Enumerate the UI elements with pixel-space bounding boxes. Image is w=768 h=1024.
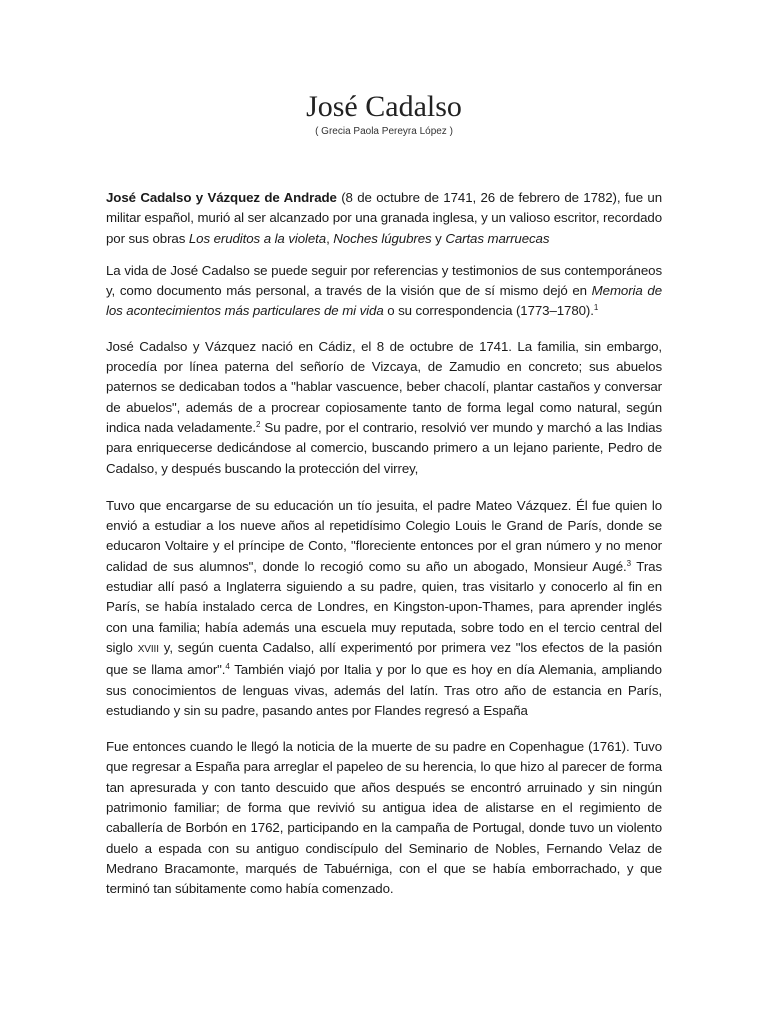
footnote-ref-1[interactable]: 1 — [593, 303, 599, 313]
paragraph-text: La vida de José Cadalso se puede seguir por referencias y testimonios de sus contemporáneos y, como documento más personal, a través de la visión que de sí mismo dejó en — [106, 262, 662, 299]
document-body — [106, 188, 662, 900]
paragraph-text: Fue entonces cuando le llegó la noticia de la muerte de su padre en Copenhague (1761). Tuvo que regresar a España para arreglar el papeleo de su herencia, lo que hizo al parecer de forma tan apresurada y con tanto descuido que años después se encontró arruinado y sin ningún patrimonio familiar; de forma que revivió su antigua idea de alistarse en el regimiento de caballería de Borbón en 1762, participando en la campaña de Portugal, donde tuvo un violento duelo a espada con su antiguo condiscípulo del Seminario de Nobles, Fernando Velaz de Medrano Bracamonte, marqués de Tabuérniga, con el que se había emborrachado, y que terminó tan súbitamente como había comenzado. — [106, 739, 662, 897]
paragraph-text: (8 de octubre de 1741, 26 de febrero de 1782), fue un militar español, murió al ser alcanzado por una granada inglesa, y un valioso escritor, recordado por sus obras — [106, 190, 662, 246]
paragraph-education — [106, 496, 662, 721]
paragraph-text: Su padre, por el contrario, resolvió ver mundo y marchó a las Indias para enriquecerse dedicándose al comercio, buscando primero a un lejano pariente, Pedro de Cadalso, y después buscando la protección del virrey, — [106, 419, 662, 476]
subject-name-bold: José Cadalso y Vázquez de Andrade — [106, 190, 337, 205]
work-title-cartas: Cartas marruecas — [445, 230, 550, 246]
footnote-ref-4[interactable]: 4 — [225, 662, 230, 672]
paragraph-life-sources — [106, 261, 662, 322]
footnote-ref-3[interactable]: 3 — [626, 558, 631, 568]
paragraph-text: y, según cuenta Cadalso, allí experimentó por primera vez "los efectos de la pasión que se llama amor". — [106, 639, 662, 678]
work-title-eruditos: Los eruditos a la violeta — [188, 230, 327, 246]
paragraph-intro — [106, 188, 662, 249]
paragraph-text: o su correspondencia (1773–1780). — [383, 303, 594, 319]
paragraph-text: Tras estudiar allí pasó a Inglaterra siguiendo a su padre, quien, tras visitarlo y conocerlo al fin en París, se había instalado cerca de Londres, en Kingston-upon-Thames, para aprender inglés con una familia; había además una escuela muy reputada, sobre todo en el tercio central del siglo — [106, 558, 662, 655]
paragraph-text: Tuvo que encargarse de su educación un tío jesuita, el padre Mateo Vázquez. Él fue quien lo envió a estudiar a los nueve años al repetidísimo Colegio Louis le Grand de París, donde se educaron Voltaire y el príncipe de Conto, "floreciente entonces por el gran número y no menor calidad de sus alumnos", donde lo recogió como su año un abogado, Monsieur Augé. — [106, 497, 662, 574]
work-title-memoria: Memoria de los acontecimientos más particulares de mi vida — [106, 283, 662, 319]
paragraph-father-death — [106, 737, 662, 899]
document-author: ( Grecia Paola Pereyra López ) — [315, 126, 453, 137]
paragraph-text: , — [326, 230, 334, 246]
paragraph-text: José Cadalso y Vázquez nació en Cádiz, el 8 de octubre de 1741. La familia, sin embargo, procedía por línea paterna del señorío de Vizcaya, de Zamudio en concreto; sus abuelos paternos se dedicaban todos a "hablar vascuence, beber chacolí, plantar castaños y conversar de abuelos", además de a procrear copiosamente tanto de forma legal como natural, según indica nada veladamente. — [106, 338, 662, 435]
paragraph-birth-family — [106, 337, 662, 479]
document-title: José Cadalso — [306, 90, 462, 123]
paragraph-text: y — [431, 230, 446, 246]
work-title-noches: Noches lúgubres — [333, 230, 432, 246]
paragraph-text: También viajó por Italia y por lo que es hoy en día Alemania, ampliando sus conocimientos de lenguas vivas, además del latín. Tras otro año de estancia en París, estudiando y sin su padre, pasando antes por Flandes regresó a España — [106, 662, 662, 718]
footnote-ref-2[interactable]: 2 — [256, 419, 261, 429]
century-numeral: XVIII — [137, 643, 159, 655]
